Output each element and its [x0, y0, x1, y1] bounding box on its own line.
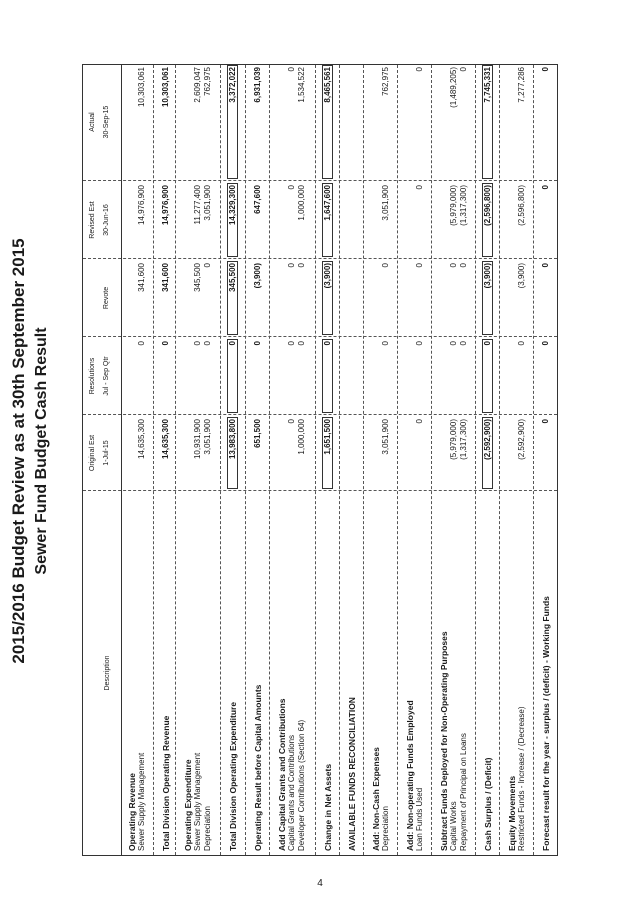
total-box [322, 65, 333, 179]
row-value: 0 [449, 263, 458, 268]
row-value: 341,600 [137, 263, 146, 292]
row-value: 14,976,900 [161, 185, 170, 226]
row-value: 11,277,400 [193, 185, 202, 225]
row-value: 14,635,300 [161, 419, 170, 460]
row-value: 0 [287, 341, 296, 346]
row-value: 0 [459, 67, 468, 72]
row-value: (3,900) [253, 263, 262, 289]
row-value: (2,592,900) [483, 419, 492, 460]
row-separator [397, 65, 398, 855]
row-value: 345,500 [228, 263, 237, 292]
page-title: 2015/2016 Budget Review as at 30th September 2015 [9, 238, 28, 664]
row-separator [175, 65, 176, 855]
row-label: Capital Works [449, 801, 458, 851]
column-header-line2: Revote [103, 286, 110, 310]
row-label: Operating Result before Capital Amounts [253, 684, 263, 851]
column-header-line1: Resolutions [89, 357, 96, 395]
row-value: 0 [415, 341, 424, 346]
page-number: 4 [317, 878, 323, 889]
row-value: 0 [253, 341, 262, 346]
total-box [227, 339, 238, 413]
row-value: 0 [287, 263, 296, 268]
column-divider [83, 414, 557, 415]
row-value: 0 [287, 185, 296, 190]
row-value: 7,745,331 [483, 67, 492, 103]
row-label: Operating Expenditure [183, 759, 193, 851]
row-value: 3,051,900 [381, 419, 390, 455]
row-value: 0 [541, 341, 550, 346]
row-label: Operating Revenue [127, 773, 137, 851]
total-box [482, 65, 493, 179]
total-box [322, 417, 333, 489]
total-box [322, 183, 333, 257]
row-separator [269, 65, 270, 855]
total-box [322, 261, 333, 335]
row-value: 1,534,522 [297, 67, 306, 103]
row-value: 14,329,300 [228, 185, 237, 226]
row-value: 1,000,000 [297, 185, 306, 221]
row-separator [533, 65, 534, 855]
row-value: 3,051,900 [203, 185, 212, 221]
row-value: 1,651,500 [323, 419, 332, 455]
row-separator [431, 65, 432, 855]
row-value: 0 [228, 341, 237, 346]
column-divider [83, 490, 557, 491]
description-header: Description [104, 655, 111, 691]
total-box [227, 261, 238, 335]
row-value: 0 [297, 341, 306, 346]
column-header-line1 [89, 259, 99, 337]
column-divider [83, 336, 557, 337]
row-label: Total Division Operating Expenditure [228, 701, 238, 851]
table-header [83, 65, 122, 855]
row-label: Add: Non-Cash Expenses [371, 747, 381, 851]
total-box [482, 183, 493, 257]
row-value: 0 [193, 341, 202, 346]
row-value: (1,317,300) [459, 185, 468, 226]
row-value: 0 [415, 185, 424, 190]
row-label: Add Capital Grants and Contributions [277, 698, 287, 851]
row-value: 14,976,900 [137, 185, 146, 226]
row-label: Depreciation [203, 806, 212, 851]
row-value: 0 [541, 67, 550, 72]
row-value: 14,635,300 [137, 419, 146, 460]
total-box [482, 261, 493, 335]
column-header-line1: Actual [89, 112, 96, 132]
row-value: 8,465,561 [323, 67, 332, 103]
row-value: 762,975 [203, 67, 212, 96]
row-label: Equity Movements [507, 775, 517, 851]
row-value: 7,277,286 [517, 67, 526, 103]
row-separator [245, 65, 246, 855]
total-box [227, 183, 238, 257]
column-divider [83, 258, 557, 259]
column-header-line2: 30-Jun-16 [103, 204, 110, 236]
row-value: 647,600 [253, 185, 262, 214]
row-separator [475, 65, 476, 855]
row-value: 3,051,900 [381, 185, 390, 221]
row-label: Capital Grants and Contributions [287, 734, 296, 851]
row-value: 341,600 [161, 263, 170, 292]
row-value: 762,975 [381, 67, 390, 96]
row-value: (1,317,300) [459, 419, 468, 460]
row-label: Change in Net Assets [323, 763, 333, 851]
row-label: Depreciation [381, 806, 390, 851]
row-separator [339, 65, 340, 855]
row-separator [363, 65, 364, 855]
page-subtitle: Sewer Fund Budget Cash Result [33, 327, 50, 575]
row-separator [499, 65, 500, 855]
row-value: 10,303,061 [137, 67, 146, 108]
row-label: Developer Contributions (Section 64) [297, 719, 306, 851]
row-label: Cash Surplus / (Deficit) [483, 757, 493, 851]
row-label: Restricted Funds - Increase / (Decrease) [517, 706, 526, 851]
row-value: 6,931,039 [253, 67, 262, 103]
row-value: (3,900) [323, 263, 332, 289]
row-value: (5,979,000) [449, 419, 458, 460]
total-box [482, 417, 493, 489]
row-label: Subtract Funds Deployed for Non-Operating Purposes [439, 631, 449, 851]
column-header-line2: 30-Sep-15 [103, 105, 110, 139]
column-header-line2: Jul - Sep Qtr [103, 356, 110, 396]
row-value: 0 [415, 67, 424, 72]
row-label: AVAILABLE FUNDS RECONCILIATION [347, 697, 357, 851]
row-value: 3,372,022 [228, 67, 237, 103]
row-value: 0 [459, 341, 468, 346]
row-value: 0 [381, 341, 390, 346]
row-value: (2,596,800) [483, 185, 492, 226]
row-value: 0 [541, 263, 550, 268]
row-label: Sewer Supply Management [137, 752, 146, 851]
row-value: 0 [449, 341, 458, 346]
row-value: 1,647,600 [323, 185, 332, 221]
column-divider [83, 180, 557, 181]
row-value: 0 [541, 419, 550, 424]
row-value: 0 [287, 67, 296, 72]
row-label: Loan Funds Used [415, 787, 424, 851]
row-value: 0 [381, 263, 390, 268]
row-label: Sewer Supply Management [193, 752, 202, 851]
total-box [227, 65, 238, 179]
column-header-line2: 1-Jul-15 [103, 440, 110, 466]
budget-table [82, 64, 558, 856]
row-label: Total Division Operating Revenue [161, 715, 171, 851]
row-value: 13,983,800 [228, 419, 237, 460]
row-label: Add: Non-operating Funds Employed [405, 700, 415, 851]
column-header-line1: Revised Est [89, 201, 96, 239]
row-separator [220, 65, 221, 855]
row-value: 0 [415, 419, 424, 424]
row-separator [315, 65, 316, 855]
row-value: 0 [161, 341, 170, 346]
total-box [227, 417, 238, 489]
row-value: 0 [137, 341, 146, 346]
row-value: (3,900) [483, 263, 492, 289]
row-value: 10,931,900 [193, 419, 202, 460]
row-value: 0 [541, 185, 550, 190]
row-value: 0 [203, 341, 212, 346]
row-value: (2,596,800) [517, 185, 526, 226]
row-value: 2,609,047 [193, 67, 202, 103]
column-header-line1: Original Est [89, 434, 96, 472]
row-value: (2,592,900) [517, 419, 526, 460]
row-value: 1,000,000 [297, 419, 306, 455]
row-value: (1,489,205) [449, 67, 458, 108]
row-value: 3,051,900 [203, 419, 212, 455]
row-label: Forecast result for the year - surplus / (deficit) - Working Funds [541, 596, 551, 851]
total-box [482, 339, 493, 413]
row-value: 0 [203, 263, 212, 268]
row-value: 0 [459, 263, 468, 268]
row-value: (5,979,000) [449, 185, 458, 226]
row-separator [153, 65, 154, 855]
row-label: Repayment of Principal on Loans [459, 733, 468, 851]
row-value: 0 [415, 263, 424, 268]
row-value: 10,303,061 [161, 67, 170, 108]
row-value: 0 [323, 341, 332, 346]
row-value: 0 [517, 341, 526, 346]
row-value: (3,900) [517, 263, 526, 289]
row-value: 0 [297, 263, 306, 268]
total-box [322, 339, 333, 413]
row-value: 0 [483, 341, 492, 346]
row-value: 0 [287, 419, 296, 424]
row-value: 345,500 [193, 263, 202, 292]
row-value: 651,500 [253, 419, 262, 448]
